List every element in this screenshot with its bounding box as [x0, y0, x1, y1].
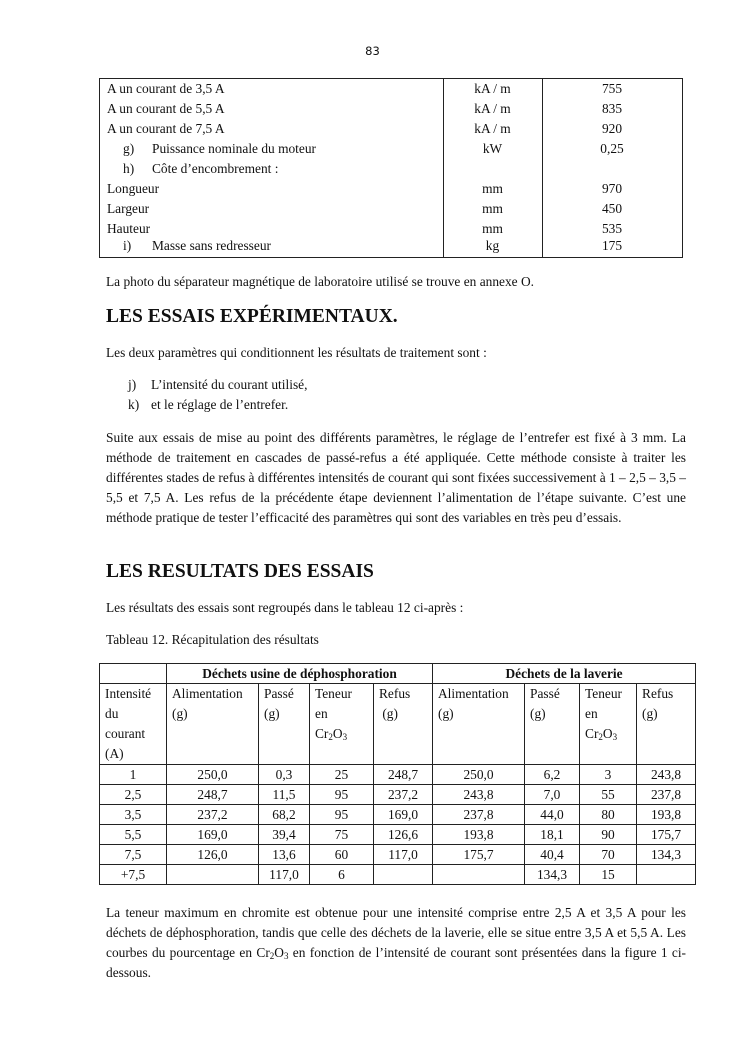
photo-note: La photo du séparateur magnétique de laboratoire utilisé se trouve en annexe O. [106, 274, 534, 289]
table-cell: 95 [310, 805, 374, 825]
list-item-text: et le réglage de l’entrefer. [151, 397, 289, 412]
spec-row [100, 119, 682, 139]
spec-value: 450 [601, 201, 623, 216]
spec-table [99, 78, 683, 258]
spec-label-text: Côte d’encombrement : [152, 161, 279, 176]
table-cell: 13,6 [259, 845, 310, 865]
formula-part: Cr [256, 945, 270, 960]
list-marker: h) [123, 161, 135, 176]
spec-label: Longueur [107, 181, 160, 196]
spec-unit: kA / m [474, 81, 511, 96]
formula-subscript: 2 [269, 951, 275, 961]
header-passe [525, 684, 580, 765]
list-marker: j) [128, 377, 137, 392]
spec-row [100, 179, 682, 199]
header-line: (g) [642, 706, 658, 721]
spec-row [100, 159, 682, 179]
spec-value: 835 [601, 101, 623, 116]
header-line: en [585, 706, 598, 721]
spec-label: Hauteur [107, 221, 151, 236]
spec-label [122, 139, 316, 159]
spec-label: A un courant de 5,5 A [107, 101, 225, 116]
table-cell: 3 [580, 765, 637, 785]
formula-part: Cr [585, 726, 599, 741]
table-cell: 7,0 [525, 785, 580, 805]
spec-label: Largeur [107, 201, 150, 216]
table-cell: 243,8 [433, 785, 525, 805]
table-cell: 60 [310, 845, 374, 865]
list-marker: g) [123, 141, 135, 156]
table-row [100, 805, 696, 825]
table-cell: 39,4 [259, 825, 310, 845]
formula-part: Cr [315, 726, 329, 741]
table-cell: 237,8 [637, 785, 696, 805]
header-line: Passé [264, 686, 294, 701]
table-cell: 11,5 [259, 785, 310, 805]
table-row [100, 825, 696, 845]
header-line: Teneur [585, 686, 622, 701]
table-row [100, 785, 696, 805]
table-row [100, 765, 696, 785]
table-cell: 6 [310, 865, 374, 885]
header-alimentation [167, 684, 259, 765]
list-item [128, 375, 307, 395]
section-heading-essais: LES ESSAIS EXPÉRIMENTAUX. [106, 306, 398, 327]
section-heading-resultats: LES RESULTATS DES ESSAIS [106, 561, 374, 582]
group-header-dephosphoration: Déchets usine de déphosphoration [167, 664, 433, 684]
formula-subscript: 2 [328, 732, 333, 742]
formula-cr2o3 [256, 945, 288, 960]
spec-unit: kW [482, 141, 503, 156]
spec-row [100, 199, 682, 219]
table-cell: 5,5 [100, 825, 167, 845]
table-cell [374, 865, 433, 885]
table-cell: 18,1 [525, 825, 580, 845]
spec-value: 970 [601, 181, 623, 196]
table-cell: 237,2 [374, 785, 433, 805]
spec-row [100, 139, 682, 159]
header-intensite [100, 684, 167, 765]
table-cell: 68,2 [259, 805, 310, 825]
header-line: Teneur [315, 686, 352, 701]
formula-subscript: 3 [283, 951, 289, 961]
header-line: (g) [438, 706, 454, 721]
table-row [100, 845, 696, 865]
table-caption: Tableau 12. Récapitulation des résultats [106, 632, 319, 647]
conclusion-text: La teneur maximum en chromite est obtenue pour une intensité comprise entre 2,5 A et 3,5 A pour les déchets de déphosphoration, tandis que celle des déchets de la laverie, elle se situe entre 3,5 A et 5,5 A. Les courbes du pourcentage en [106, 905, 686, 960]
spec-row [100, 236, 682, 256]
table-header-row [100, 684, 696, 765]
section-intro: Les deux paramètres qui conditionnent les résultats de traitement sont : [106, 345, 487, 360]
table-cell: 6,2 [525, 765, 580, 785]
header-refus [637, 684, 696, 765]
table-cell: 134,3 [637, 845, 696, 865]
header-line: Refus [642, 686, 674, 701]
spec-label [122, 159, 278, 179]
table-cell: 134,3 [525, 865, 580, 885]
spec-label: A un courant de 7,5 A [107, 121, 225, 136]
header-alimentation [433, 684, 525, 765]
list-item-text: L’intensité du courant utilisé, [151, 377, 308, 392]
list-marker: k) [128, 397, 140, 412]
header-line: du [105, 706, 119, 721]
table-row [100, 865, 696, 885]
spec-unit: kA / m [474, 121, 511, 136]
table-cell: 250,0 [167, 765, 259, 785]
header-line: Alimentation [438, 686, 509, 701]
table-cell: 126,6 [374, 825, 433, 845]
formula-subscript: 3 [612, 732, 618, 742]
spec-value: 755 [601, 81, 623, 96]
table-cell: 243,8 [637, 765, 696, 785]
formula-part: O [274, 945, 284, 960]
method-paragraph: Suite aux essais de mise au point des différents paramètres, le réglage de l’entrefer est fixé à 3 mm. La méthode de traitement en cascades de passé-refus a été appliquée. Cette méthode consiste à traiter les différentes stades de refus à différentes intensités de courant qui sont fixées successivement à 1 – 2,5 – 3,5 – 5,5 et 7,5 A. Les refus de la précédente étape deviennent l’alimentation de l’étape suivante. C’est une méthode pratique de tester l’efficacité des paramètres qui sont des variables en très peu d’essais. [106, 430, 686, 525]
header-line: Refus [379, 686, 411, 701]
table-cell: 75 [310, 825, 374, 845]
table-cell: 2,5 [100, 785, 167, 805]
table-cell: 175,7 [433, 845, 525, 865]
table-cell: 90 [580, 825, 637, 845]
formula-part: O [332, 726, 343, 741]
header-line: (g) [530, 706, 546, 721]
table-cell [637, 865, 696, 885]
header-line: Passé [530, 686, 560, 701]
header-line: Alimentation [172, 686, 243, 701]
spec-label-text: Masse sans redresseur [152, 238, 271, 253]
spec-value: 175 [601, 238, 623, 253]
table-cell: 0,3 [259, 765, 310, 785]
table-cell: 25 [310, 765, 374, 785]
header-line: courant [105, 726, 146, 741]
table-cell: 193,8 [637, 805, 696, 825]
section-intro: Les résultats des essais sont regroupés dans le tableau 12 ci-après : [106, 600, 464, 615]
table-cell: 95 [310, 785, 374, 805]
table-cell: 248,7 [167, 785, 259, 805]
header-passe [259, 684, 310, 765]
table-cell [100, 664, 167, 684]
spec-unit: kA / m [474, 101, 511, 116]
header-teneur [310, 684, 374, 765]
table-cell: 126,0 [167, 845, 259, 865]
list-marker: i) [123, 238, 132, 253]
table-cell: 169,0 [167, 825, 259, 845]
table-cell: 70 [580, 845, 637, 865]
table-cell: 3,5 [100, 805, 167, 825]
table-cell: 117,0 [259, 865, 310, 885]
spec-unit: kg [485, 238, 500, 253]
spec-value: 0,25 [600, 141, 624, 156]
spec-label: A un courant de 3,5 A [107, 81, 225, 96]
formula-subscript: 2 [598, 732, 603, 742]
spec-row [100, 79, 682, 99]
table-group-header-row [100, 664, 696, 684]
formula-cr2o3 [315, 724, 368, 744]
table-cell: 237,8 [433, 805, 525, 825]
spec-row [100, 99, 682, 119]
table-cell: 44,0 [525, 805, 580, 825]
header-refus [374, 684, 433, 765]
spec-unit: mm [482, 221, 503, 236]
table-cell: 169,0 [374, 805, 433, 825]
formula-part: O [602, 726, 613, 741]
formula-cr2o3 [585, 724, 631, 744]
table-cell: 175,7 [637, 825, 696, 845]
spec-unit: mm [482, 201, 503, 216]
header-line: (g) [172, 706, 188, 721]
table-cell: 250,0 [433, 765, 525, 785]
table-cell: +7,5 [100, 865, 167, 885]
spec-unit: mm [482, 181, 503, 196]
table-cell: 193,8 [433, 825, 525, 845]
header-line: Intensité [105, 686, 152, 701]
table-cell [433, 865, 525, 885]
table-cell [167, 865, 259, 885]
results-table [99, 663, 696, 885]
header-teneur [580, 684, 637, 765]
page-number: 83 [365, 44, 380, 58]
table-cell: 15 [580, 865, 637, 885]
table-cell: 237,2 [167, 805, 259, 825]
table-cell: 117,0 [374, 845, 433, 865]
table-cell: 55 [580, 785, 637, 805]
table-cell: 1 [100, 765, 167, 785]
list-item [128, 395, 288, 415]
header-line: (g) [264, 706, 280, 721]
table-cell: 80 [580, 805, 637, 825]
conclusion-text: en fonction de l’intensité de courant sont présentées dans la figure 1 ci-dessous. [106, 945, 686, 980]
spec-label-text: Puissance nominale du moteur [152, 141, 317, 156]
group-header-laverie: Déchets de la laverie [433, 664, 696, 684]
spec-value: 535 [601, 221, 623, 236]
spec-label [122, 236, 271, 256]
conclusion-paragraph [106, 903, 686, 983]
header-line: (g) [379, 706, 398, 721]
table-cell: 248,7 [374, 765, 433, 785]
table-cell: 40,4 [525, 845, 580, 865]
table-cell: 7,5 [100, 845, 167, 865]
header-line: (A) [105, 746, 124, 761]
formula-subscript: 3 [342, 732, 348, 742]
spec-value: 920 [601, 121, 623, 136]
header-line: en [315, 706, 328, 721]
